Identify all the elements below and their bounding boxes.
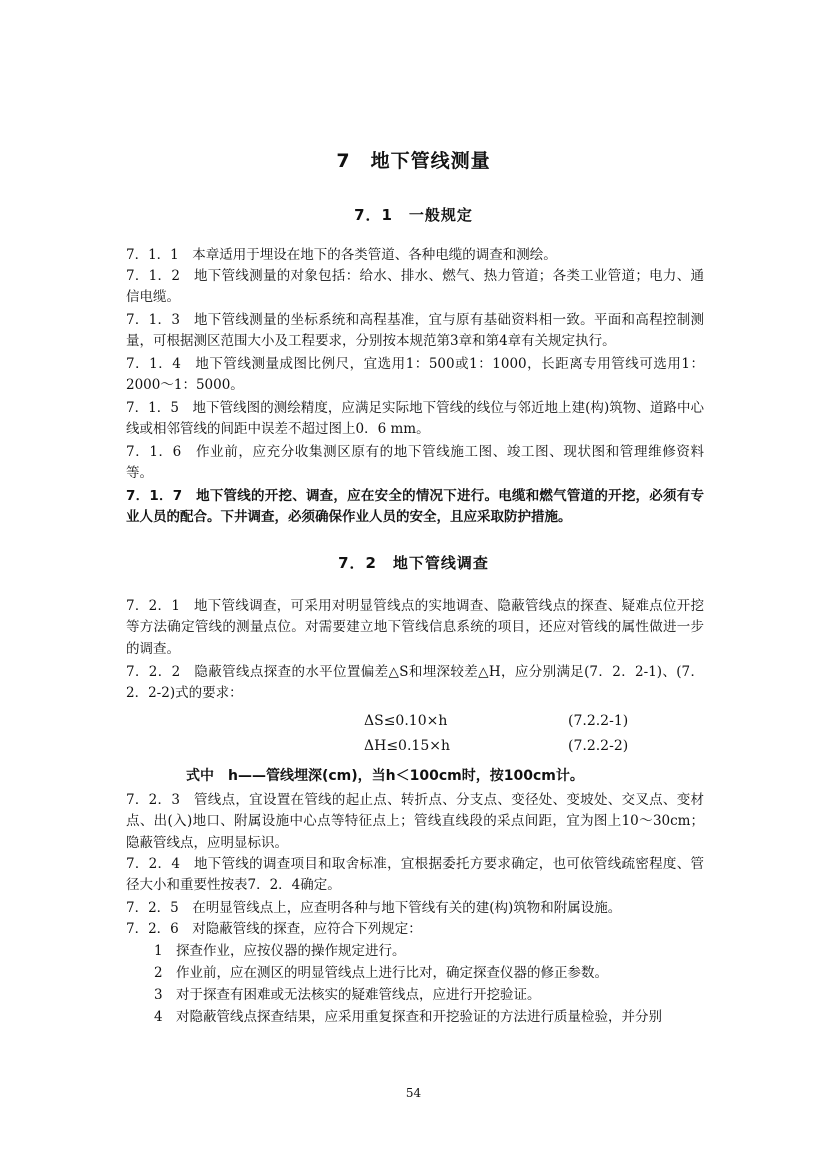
list-item xyxy=(154,963,714,984)
section-title-7-1: 7．1 一般规定 xyxy=(354,206,473,224)
clause-7-1-3: 7．1．3 地下管线测量的坐标系统和高程基准，宜与原有基础资料相一致。平面和高程控制测量，可根据测区范围大小及工程要求，分别按本规范第3章和第4章有关规定执行。 xyxy=(126,312,704,350)
clause-7-1-4: 7．1．4 地下管线测量成图比例尺，宜选用1：500或1：1000，长距离专用管线可选用1：2000～1：5000。 xyxy=(126,356,704,394)
clause-7-1-7: 7．1．7 地下管线的开挖、调查，应在安全的情况下进行。电缆和燃气管道的开挖，必须有专业人员的配合。下井调查，必须确保作业人员的安全，且应采取防护措施。 xyxy=(126,488,704,526)
clause-7-1-2: 7．1．2 地下管线测量的对象包括：给水、排水、燃气、热力管道；各类工业管道；电力、通信电缆。 xyxy=(126,268,704,306)
page-number: 54 xyxy=(405,1086,422,1100)
clause-7-2-3: 7．2．3 管线点，宜设置在管线的起止点、转折点、分支点、变径处、变坡处、交叉点、变材点、出(入)地口、附属设施中心点等特征点上；管线直线段的采点间距，宜为图上10～30cm；隐蔽管线点，应明显标识。 xyxy=(126,792,704,851)
list-item xyxy=(154,1007,714,1028)
formula-delta-s: ΔS≤0.10×h xyxy=(364,713,448,729)
list-item-text: 对于探查有困难或无法核实的疑难管线点，应进行开挖验证。 xyxy=(176,987,541,1003)
list-item-number: 4 xyxy=(154,1009,163,1025)
chapter-title: 7 地下管线测量 xyxy=(336,150,491,172)
formula-number-2: (7.2.2-2) xyxy=(568,738,629,754)
list-item-text: 对隐蔽管线点探查结果，应采用重复探查和开挖验证的方法进行质量检验，并分别 xyxy=(176,1009,662,1025)
clause-7-2-6: 7．2．6 对隐蔽管线的探查，应符合下列规定： xyxy=(126,921,422,937)
formula-number-1: (7.2.2-1) xyxy=(568,713,629,729)
formula-note: 式中 h——管线埋深(cm)，当h＜100cm时，按100cm计。 xyxy=(186,768,584,784)
list-item xyxy=(154,985,714,1006)
clause-7-2-2: 7．2．2 隐蔽管线点探查的水平位置偏差△S和埋深较差△H，应分别满足(7．2．2-1)、(7．2．2-2)式的要求： xyxy=(126,664,704,702)
clause-7-1-1: 7．1．1 本章适用于埋设在地下的各类管道、各种电缆的调查和测绘。 xyxy=(126,247,557,263)
clause-7-1-5: 7．1．5 地下管线图的测绘精度，应满足实际地下管线的线位与邻近地上建(构)筑物、道路中心线或相邻管线的间距中误差不超过图上0．6 mm。 xyxy=(126,400,704,438)
list-item-number: 3 xyxy=(154,987,163,1003)
list-item xyxy=(154,941,714,962)
section-title-7-2: 7．2 地下管线调查 xyxy=(338,554,489,572)
list-item-number: 2 xyxy=(154,965,163,981)
clause-7-1-6: 7．1．6 作业前，应充分收集测区原有的地下管线施工图、竣工图、现状图和管理维修资料等。 xyxy=(126,444,704,482)
clause-7-2-4: 7．2．4 地下管线的调查项目和取舍标准，宜根据委托方要求确定，也可依管线疏密程度、管径大小和重要性按表7．2．4确定。 xyxy=(126,856,704,894)
list-item-text: 作业前，应在测区的明显管线点上进行比对，确定探查仪器的修正参数。 xyxy=(176,965,608,981)
formula-delta-h: ΔH≤0.15×h xyxy=(364,738,450,754)
clause-7-2-5: 7．2．5 在明显管线点上，应查明各种与地下管线有关的建(构)筑物和附属设施。 xyxy=(126,900,622,916)
list-item-text: 探查作业，应按仪器的操作规定进行。 xyxy=(176,943,406,959)
clause-7-2-1: 7．2．1 地下管线调查，可采用对明显管线点的实地调查、隐蔽管线点的探查、疑难点位开挖等方法确定管线的测量点位。对需要建立地下管线信息系统的项目，还应对管线的属性做进一步的调查。 xyxy=(126,598,704,657)
list-item-number: 1 xyxy=(154,943,163,959)
